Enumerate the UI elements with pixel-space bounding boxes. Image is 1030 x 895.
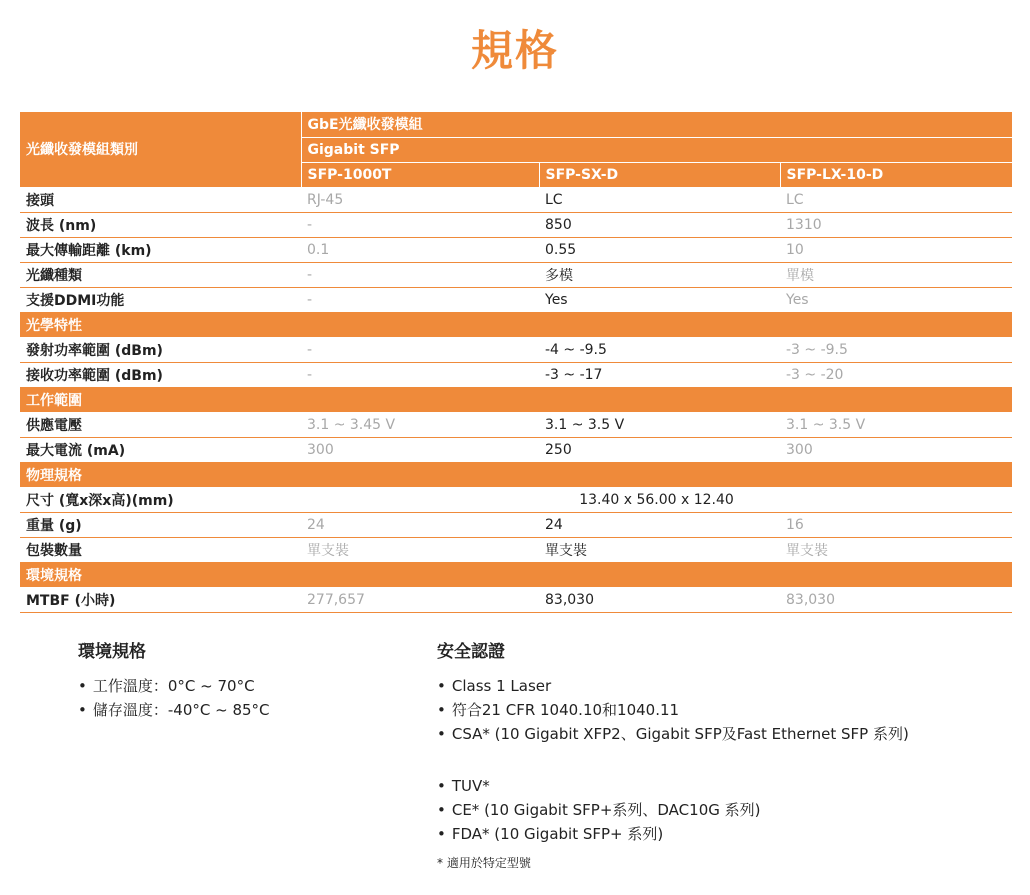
table-row [20,362,1012,387]
cell-value: -4 ~ -9.5 [539,337,780,362]
page-title: 規格 [470,26,559,75]
table-row [20,537,1012,562]
subgroup-label: Gigabit SFP [301,137,1012,162]
section-label: 環境規格 [20,562,1012,587]
spec-table [20,112,1012,613]
cell-value: - [301,212,539,237]
cell-value: 單模 [780,262,1012,287]
cell-value: - [301,287,539,312]
footnote: * 適用於特定型號 [437,856,531,870]
table-row [20,262,1012,287]
cell-value: 300 [780,437,1012,462]
table-row [20,512,1012,537]
cell-value: Yes [780,287,1012,312]
table-row [20,412,1012,437]
row-label: 光纖種類 [20,262,301,287]
row-label: 接頭 [20,187,301,212]
table-row [20,337,1012,362]
list-item: • CE* (10 Gigabit SFP+系列、DAC10G 系列) [437,798,909,822]
section-row-environment [20,562,1012,587]
cell-value: 16 [780,512,1012,537]
cell-value: 250 [539,437,780,462]
header-row-group [20,112,1012,137]
table-row [20,212,1012,237]
table-row [20,237,1012,262]
environment-section [78,640,270,722]
safety-list-2 [437,774,909,846]
cell-value: - [301,262,539,287]
cell-value: 單支裝 [301,537,539,562]
section-row-operating [20,387,1012,412]
row-label: 接收功率範圍 (dBm) [20,362,301,387]
model-header: SFP-1000T [301,162,539,187]
list-item: • 工作溫度：0°C ~ 70°C [78,674,270,698]
cell-value: 277,657 [301,587,539,612]
cell-value: 10 [780,237,1012,262]
cell-value: 1310 [780,212,1012,237]
row-label: 重量 (g) [20,512,301,537]
cell-value: 單支裝 [780,537,1012,562]
list-item: • FDA* (10 Gigabit SFP+ 系列) [437,822,909,846]
row-label: 最大電流 (mA) [20,437,301,462]
cell-value: 24 [539,512,780,537]
section-label: 物理規格 [20,462,1012,487]
list-item: • Class 1 Laser [437,674,909,698]
section-label: 光學特性 [20,312,1012,337]
cell-value: Yes [539,287,780,312]
safety-list [437,674,909,746]
table-row [20,287,1012,312]
cell-value: - [301,362,539,387]
list-item: • 符合21 CFR 1040.10和1040.11 [437,698,909,722]
table-row [20,187,1012,212]
row-label: 波長 (nm) [20,212,301,237]
list-item: • 儲存溫度：-40°C ~ 85°C [78,698,270,722]
cell-value: 3.1 ~ 3.45 V [301,412,539,437]
cell-value: -3 ~ -9.5 [780,337,1012,362]
cell-value: RJ-45 [301,187,539,212]
cell-value: 850 [539,212,780,237]
section-row-optical [20,312,1012,337]
safety-section [437,640,909,872]
row-label: 發射功率範圍 (dBm) [20,337,301,362]
row-label: 尺寸 (寬x深x高)(mm) [20,487,301,512]
cell-value: 0.1 [301,237,539,262]
cell-value: 3.1 ~ 3.5 V [780,412,1012,437]
cell-value: -3 ~ -20 [780,362,1012,387]
cell-value: LC [780,187,1012,212]
cell-value: 300 [301,437,539,462]
list-gap [437,746,909,774]
category-label: 光纖收發模組類別 [20,112,301,187]
cell-value: 24 [301,512,539,537]
environment-list [78,674,270,722]
table-row [20,437,1012,462]
cell-value: LC [539,187,780,212]
cell-value: 單支裝 [539,537,780,562]
environment-heading: 環境規格 [78,642,146,662]
group-label: GbE光纖收發模組 [301,112,1012,137]
list-item: • CSA* (10 Gigabit XFP2、Gigabit SFP及Fast Ethernet SFP 系列) [437,722,909,746]
section-label: 工作範圍 [20,387,1012,412]
cell-value: 83,030 [539,587,780,612]
model-header: SFP-SX-D [539,162,780,187]
section-row-physical [20,462,1012,487]
dimensions-value: 13.40 x 56.00 x 12.40 [301,487,1012,512]
list-item: • TUV* [437,774,909,798]
row-label: 最大傳輸距離 (km) [20,237,301,262]
cell-value: 83,030 [780,587,1012,612]
row-label: 支援DDMI功能 [20,287,301,312]
cell-value: 多模 [539,262,780,287]
cell-value: - [301,337,539,362]
cell-value: -3 ~ -17 [539,362,780,387]
table-row [20,587,1012,612]
model-header: SFP-LX-10-D [780,162,1012,187]
row-label: 供應電壓 [20,412,301,437]
table-row [20,487,1012,512]
safety-heading: 安全認證 [437,642,505,662]
cell-value: 0.55 [539,237,780,262]
row-label: 包裝數量 [20,537,301,562]
cell-value: 3.1 ~ 3.5 V [539,412,780,437]
row-label: MTBF (小時) [20,587,301,612]
